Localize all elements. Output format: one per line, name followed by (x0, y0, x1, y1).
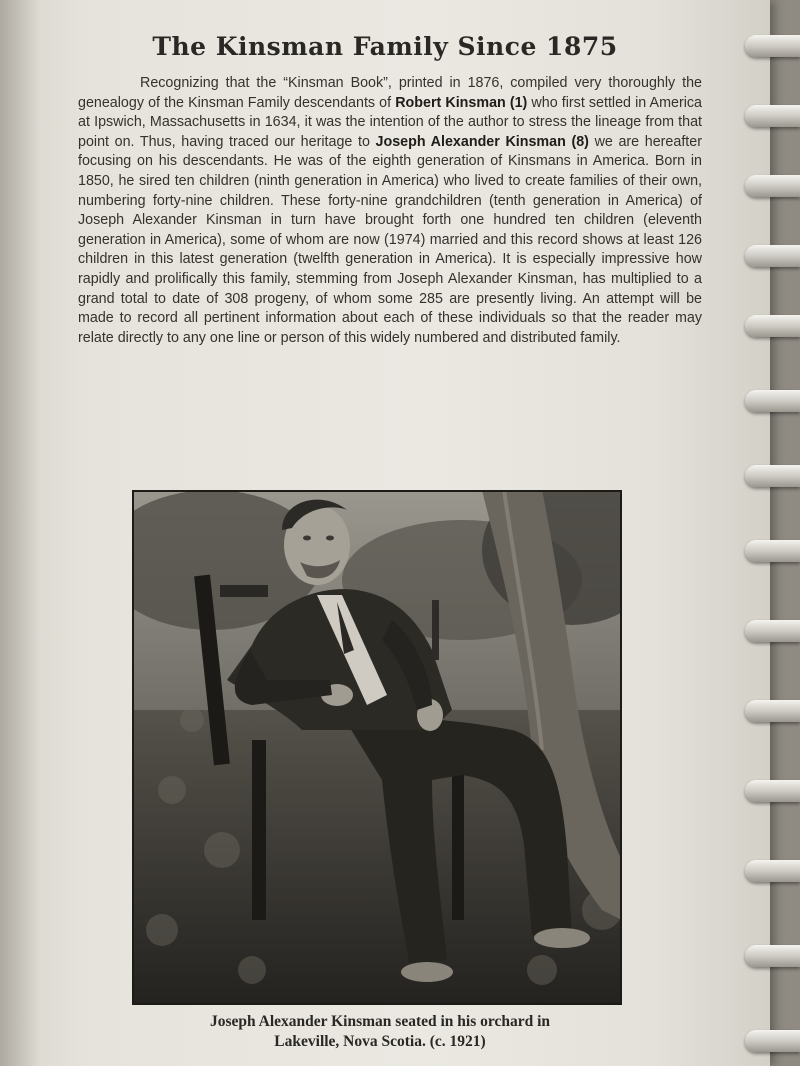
paragraph-text-2: who first settled in America at Ipswich, Massachusetts in 1634, it was the intention of the author to stress the lineage from that point on. Thus, having traced our heritage to (78, 94, 702, 150)
portrait-photo (132, 490, 622, 1005)
name-joseph-alexander-kinsman: Joseph Alexander Kinsman (8) (375, 133, 589, 150)
page-title: The Kinsman Family Since 1875 (152, 32, 618, 61)
page-gutter-shadow (0, 0, 40, 1066)
binding-ring (745, 945, 800, 967)
caption-line-2: Lakeville, Nova Scotia. (c. 1921) (274, 1033, 486, 1050)
binding-ring (745, 315, 800, 337)
binding-ring (745, 465, 800, 487)
paragraph-text-1: Recognizing that the “Kinsman Book”, printed in 1876, compiled very thoroughly the genealogy of the Kinsman Family descendants of (78, 75, 702, 111)
orchard-portrait-illustration (132, 490, 622, 1005)
binding-ring (745, 1030, 800, 1052)
binding-ring (745, 540, 800, 562)
spiral-binding (730, 0, 800, 1066)
name-robert-kinsman: Robert Kinsman (1) (395, 94, 528, 111)
caption-line-1: Joseph Alexander Kinsman seated in his orchard in (209, 1013, 551, 1030)
binding-ring (745, 105, 800, 127)
binding-ring (745, 175, 800, 197)
paragraph-text-3: we are hereafter focusing on his descendants. He was of the eighth generation of Kinsmans in America. Born in 1850, he sired ten children (ninth generation in America) who lived to create families of their own, numbering forty-nine children. These forty-nine grandchildren (tenth generation in America) of Joseph Alexander Kinsman in turn have brought forth one hundred ten children (eleventh generation in America), some of whom are now (1974) married and this record shows at least 126 children in this latest generation (twelfth generation in America). It is especially impressive how rapidly and prolifically this family, stemming from Joseph Alexander Kinsman, has multiplied to a grand total to date of 308 progeny, of whom some 285 are presently living. An attempt will be made to record all pertinent information about each of these individuals so that the reader may relate directly to any one line or person of this widely numbered and distributed family. (78, 133, 702, 346)
binding-ring (745, 390, 800, 412)
binding-ring (745, 245, 800, 267)
binding-ring (745, 620, 800, 642)
binding-ring (745, 35, 800, 57)
photo-caption (130, 1012, 630, 1052)
binding-ring (745, 780, 800, 802)
body-paragraph (78, 74, 702, 348)
binding-ring (745, 860, 800, 882)
binding-ring (745, 700, 800, 722)
